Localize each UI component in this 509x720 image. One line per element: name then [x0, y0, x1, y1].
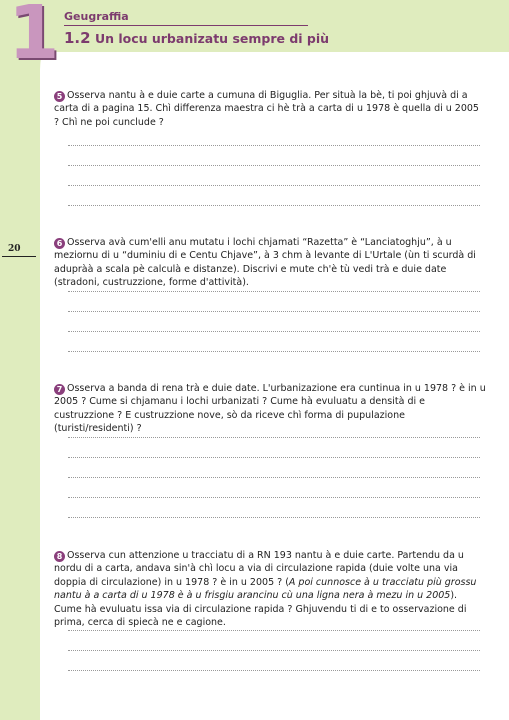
- question-number-badge: 5: [54, 91, 65, 102]
- section-title-text: Un locu urbanizatu sempre di più: [94, 31, 330, 46]
- subject-title: Geugraffia: [64, 10, 129, 23]
- answer-line[interactable]: [68, 650, 480, 651]
- section-title: [64, 29, 329, 47]
- answer-line[interactable]: [68, 291, 480, 292]
- question-text: Osserva a banda di rena trà e duie date. L'urbanizazione era cuntinua in u 1978 ? è in u 2005 ? Cume si chjamanu i lochi urbanizati ? Cume hà evuluatu a densità di e custruzzione ? E custruzzione nove, sò da riceve chì forma di pupulazione (turisti/residenti) ?: [54, 383, 486, 435]
- answer-line[interactable]: [68, 145, 480, 146]
- answer-line[interactable]: [68, 205, 480, 206]
- answer-line[interactable]: [68, 630, 480, 631]
- answer-line[interactable]: [68, 517, 480, 518]
- chapter-number: 1: [8, 0, 58, 76]
- page-number: 20: [8, 244, 21, 254]
- question-text: Osserva cun attenzione u tracciatu di a RN 193 nantu à e duie carte. Partendu da u nordu di a carta, andava sin'à chì locu a via di circulazione rapida (duie volte una via doppia di circulazione) in u 1978 ? è in u 2005 ? (: [54, 550, 464, 588]
- question-number-badge: 8: [54, 551, 65, 562]
- question-text-italic: A poi cunnosce à u tracciatu più grossu nantu à a carta di u 1978 è à u frisgiu arancinu cù una ligna nera à mezu in u 2005: [54, 576, 477, 602]
- question-text: Osserva avà cum'elli anu mutatu i lochi chjamati “Razetta” è “Lanciatoghju”, à u meziornu di u “duminiu di e Centu Chjave”, à 3 chm à levante di L'Urtale (ùn ti scurdà di adupràà a scala pè calculà e distanze). Discrivi e mute ch'è tù vedi trà e duie date (stradoni, custruzzione, forme d'attività).: [54, 237, 476, 289]
- answer-line[interactable]: [68, 331, 480, 332]
- answer-line[interactable]: [68, 351, 480, 352]
- question-6: [54, 236, 486, 290]
- answer-line[interactable]: [68, 670, 480, 671]
- question-5: [54, 89, 486, 129]
- question-text: Osserva nantu à e duie carte a cumuna di Biguglia. Per situà la bè, ti poi ghjuvà di a carta di a pagina 15. Chì differenza maestra ci hè trà a carta di u 1978 è quella di u 2005 ? Chì ne poi cunclude ?: [54, 90, 479, 128]
- answer-line[interactable]: [68, 497, 480, 498]
- answer-line[interactable]: [68, 185, 480, 186]
- page-number-rule: [2, 256, 36, 257]
- question-number-badge: 7: [54, 384, 65, 395]
- answer-line[interactable]: [68, 165, 480, 166]
- header-divider: [64, 25, 308, 26]
- answer-line[interactable]: [68, 457, 480, 458]
- question-8: [54, 549, 486, 629]
- answer-line[interactable]: [68, 477, 480, 478]
- question-text: ). Cume hà evuluatu issa via di circulazione rapida ? Ghjuvendu ti di e to osservazione di prima, cerca di spiecà ne e cagione.: [54, 590, 467, 629]
- question-7: [54, 382, 486, 436]
- answer-line[interactable]: [68, 437, 480, 438]
- question-number-badge: 6: [54, 238, 65, 249]
- section-number: 1.2: [64, 29, 91, 47]
- answer-line[interactable]: [68, 311, 480, 312]
